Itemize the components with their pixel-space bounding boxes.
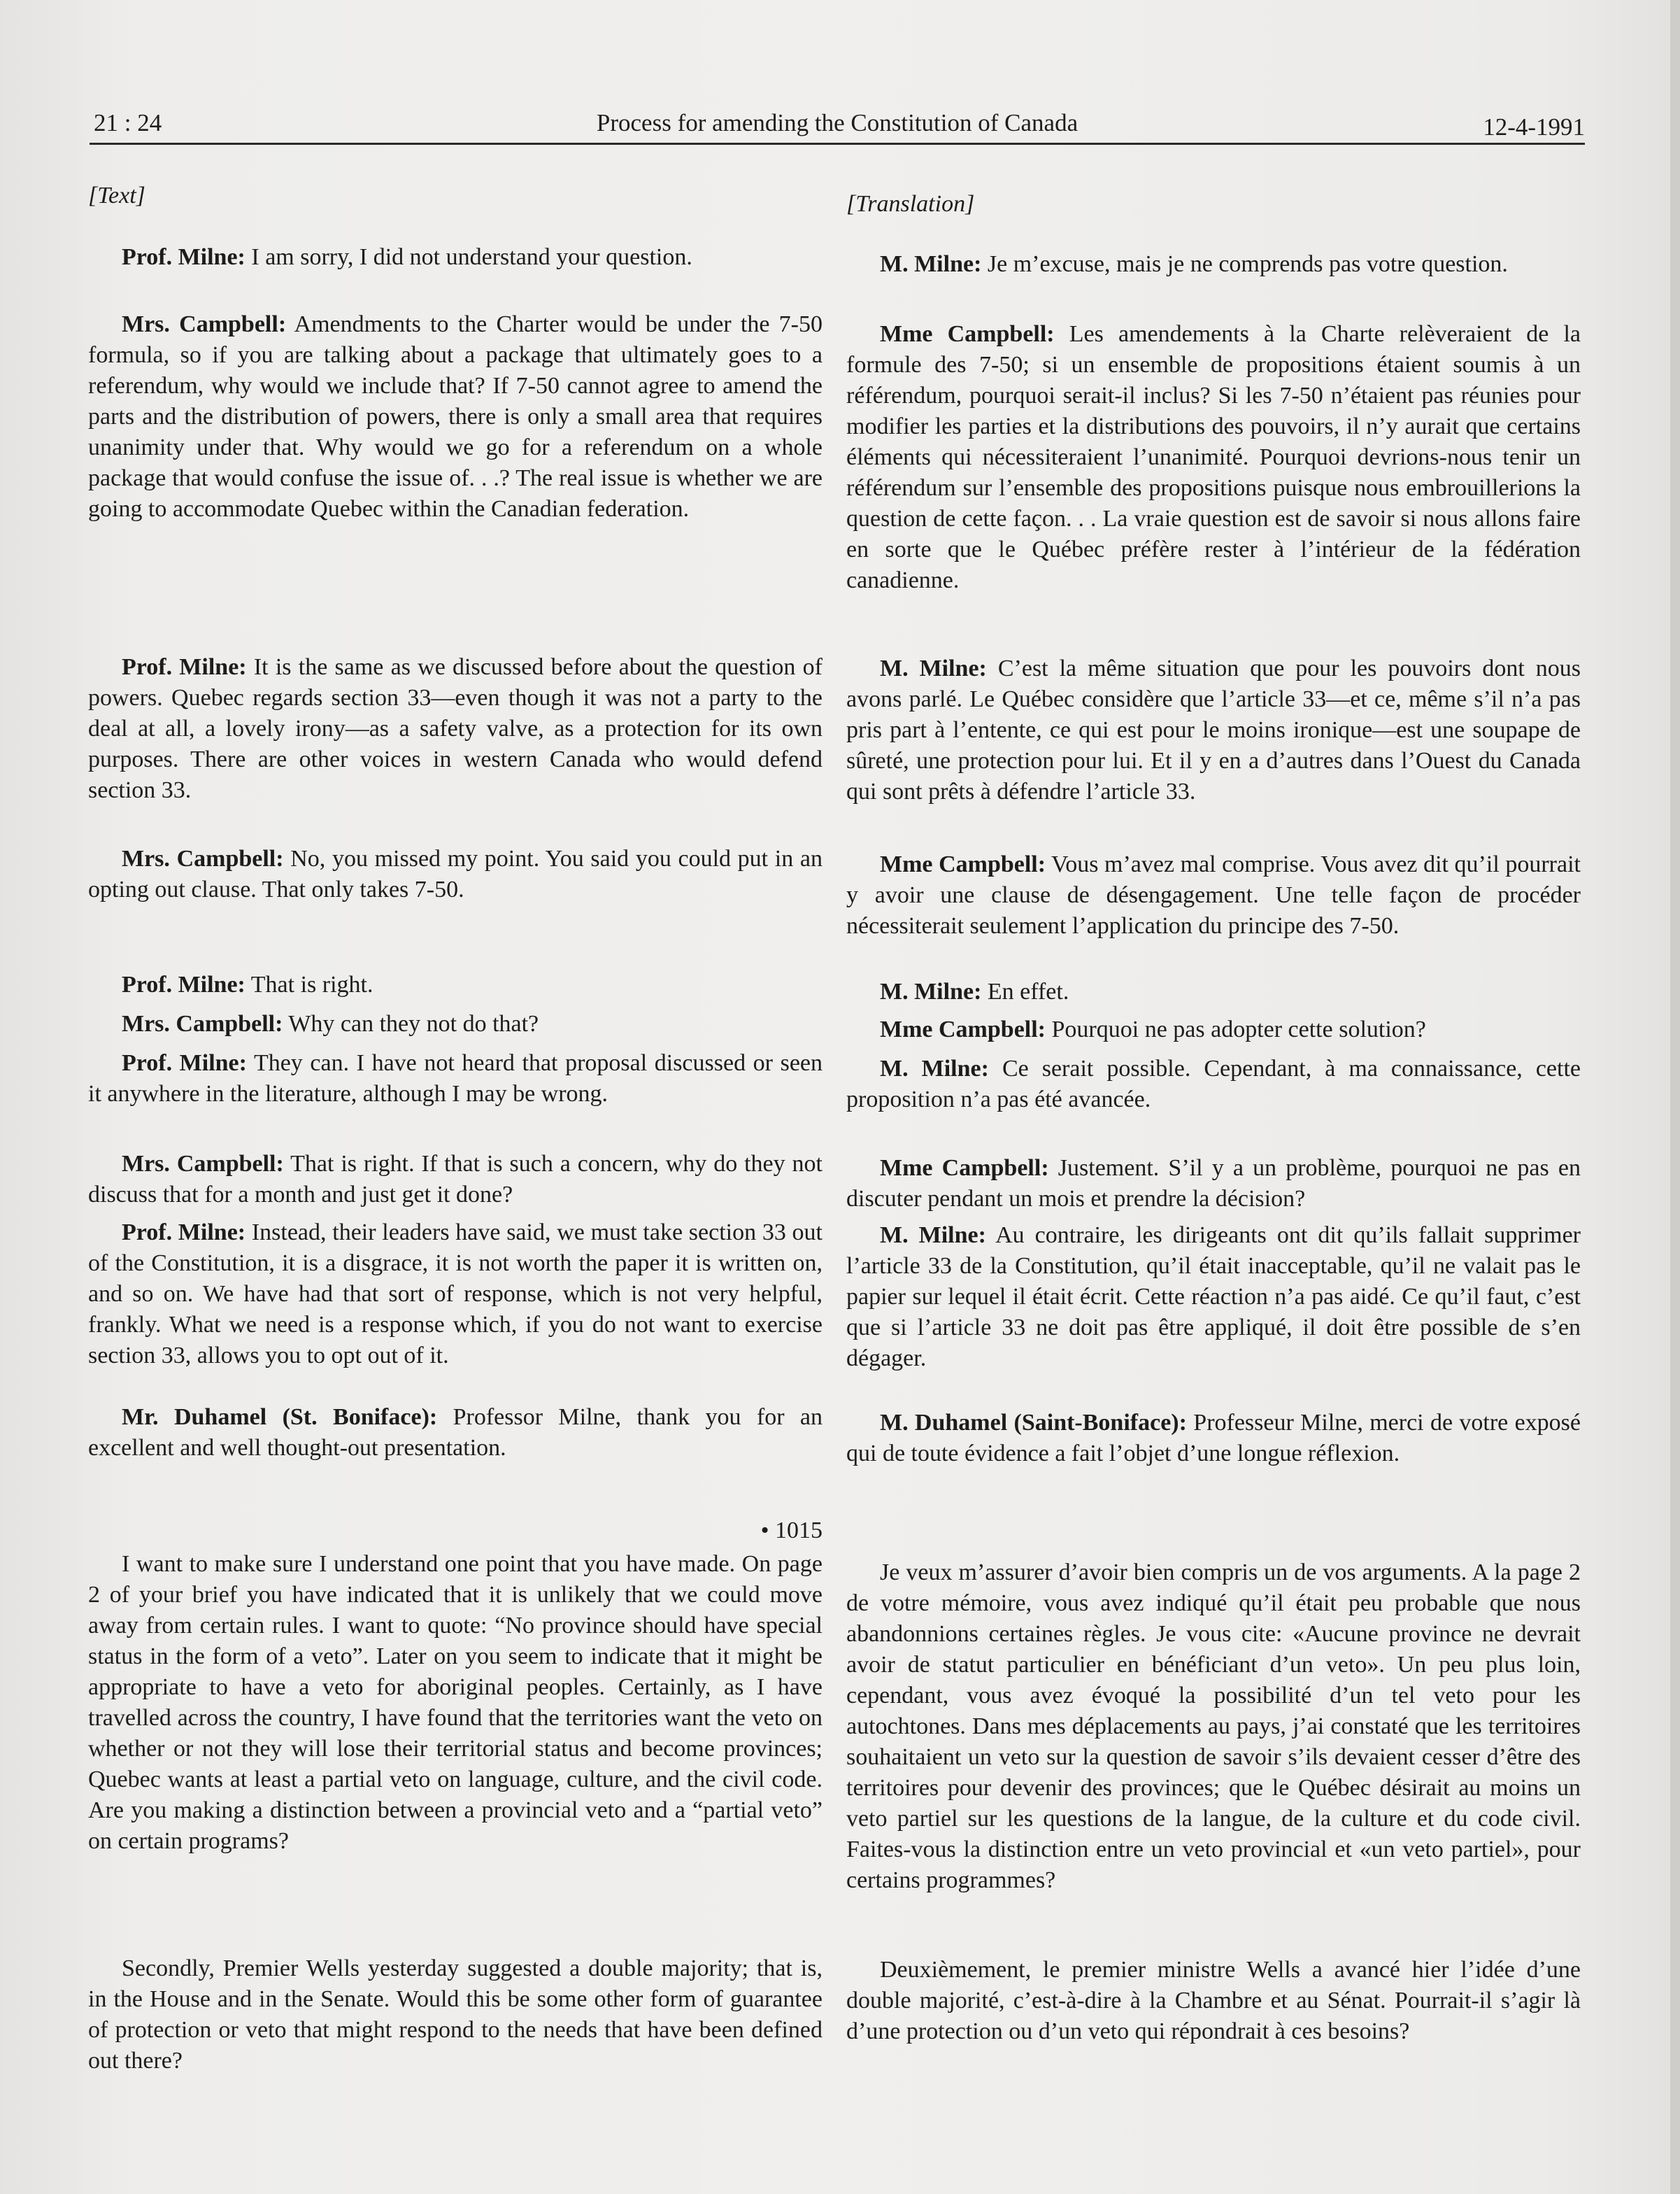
speech-text: Why can they not do that?	[283, 1011, 539, 1037]
speech-paragraph	[88, 652, 823, 806]
speech-text: Pourquoi ne pas adopter cette solution?	[1046, 1017, 1426, 1042]
speech-paragraph	[846, 849, 1581, 942]
speech-text: I want to make sure I understand one point that you have made. On page 2 of your brief you have indicated that it is unlikely that we could move away from certain rules. I want to quote: “No province should have special status in the form of a veto”. Later on you seem to indicate that it might be appropriate to have a veto for aboriginal peoples. Certainly, as I have travelled across the country, I have found that the territories want the veto on whether or not they will lose their territorial status and become provinces; Quebec wants at least a partial veto on language, culture, and the civil code. Are you making a distinction between a provincial veto and a “partial veto” on certain programs?	[88, 1551, 823, 1854]
speech-text: Je veux m’assurer d’avoir bien compris un de vos arguments. A la page 2 de votre mémoire, vous avez indiqué qu’il était peu probable que nous abandonnions certaines règles. Je vous cite: «Aucune province ne devrait avoir de statut particulier en bénéficiant d’un veto». Un peu plus loin, cependant, vous avez évoqué la possibilité d’un tel veto pour les autochtones. Dans mes déplacements au pays, j’ai constaté que les territoires souhaitaient un veto sur la question de savoir s’ils devaient cesser d’être des territoires pour devenir des provinces; que le Québec désirait au moins un veto partiel sur les questions de la langue, de la culture et du code civil. Faites-vous la distinction entre un veto provincial et «un veto partiel», pour certains programmes?	[846, 1559, 1581, 1893]
speech-text: Professor Milne, thank you for an excellent and well thought-out presentation.	[88, 1404, 823, 1461]
speech-text: Je m’excuse, mais je ne comprends pas votre question.	[981, 251, 1508, 277]
running-header	[90, 104, 1585, 145]
speaker-name: Mrs. Campbell:	[122, 846, 284, 872]
speaker-name: Mme Campbell:	[880, 851, 1046, 877]
speaker-name: M. Milne:	[880, 1222, 986, 1248]
column-label: [Translation]	[846, 191, 975, 217]
speech-paragraph	[88, 1953, 823, 2076]
speech-paragraph	[846, 1220, 1581, 1374]
speaker-name: Mme Campbell:	[880, 1155, 1049, 1181]
speech-text: Deuxièmement, le premier ministre Wells a avancé hier l’idée d’une double majorité, c’est-à-dire à la Chambre et au Sénat. Pourrait-il s’agir là d’une protection ou d’un veto qui répondrait à ces besoins?	[846, 1957, 1581, 2044]
speech-text: It is the same as we discussed before about the question of powers. Quebec regards section 33—even though it was not a party to the deal at all, a lovely irony—as a safety valve, as a protection for its own purposes. There are other voices in western Canada who would defend section 33.	[88, 654, 823, 803]
speech-paragraph	[88, 844, 823, 905]
speech-text: No, you missed my point. You said you could put in an opting out clause. That only takes 7-50.	[88, 846, 823, 903]
page-number: 21 : 24	[94, 109, 162, 136]
speech-paragraph	[846, 1153, 1581, 1215]
speaker-name: Mr. Duhamel (St. Boniface):	[122, 1404, 438, 1430]
speaker-name: Mrs. Campbell:	[122, 1011, 283, 1037]
speech-paragraph	[88, 1549, 823, 1857]
speaker-name: M. Milne:	[880, 251, 982, 277]
speaker-name: Prof. Milne:	[122, 1050, 247, 1076]
speaker-name: M. Milne:	[880, 1056, 989, 1082]
speech-paragraph	[846, 249, 1581, 280]
speech-paragraph	[846, 1955, 1581, 2047]
speaker-name: Prof. Milne:	[122, 1219, 246, 1245]
header-title: Process for amending the Constitution of Canada	[596, 109, 1079, 136]
speech-text: Ce serait possible. Cependant, à ma connaissance, cette proposition n’a pas été avancée.	[846, 1056, 1581, 1112]
speech-paragraph	[88, 970, 823, 1000]
speech-text: I am sorry, I did not understand your question.	[245, 244, 692, 270]
speech-paragraph	[846, 319, 1581, 596]
speaker-name: Prof. Milne:	[122, 972, 245, 998]
speech-text: Au contraire, les dirigeants ont dit qu’ils fallait supprimer l’article 33 de la Constitution, qu’il était inacceptable, qu’il ne valait pas le papier sur lequel il était écrit. Cette réaction n’a pas aidé. Ce qu’il faut, c’est que si l’article 33 ne doit pas être appliqué, il doit être possible de s’en dégager.	[846, 1222, 1581, 1371]
header-date: 12-4-1991	[1483, 113, 1585, 141]
speech-text: That is right. If that is such a concern, why do they not discuss that for a month and just get it done?	[88, 1151, 823, 1208]
speaker-name: Prof. Milne:	[122, 654, 247, 680]
speaker-name: Mrs. Campbell:	[122, 1151, 284, 1177]
speech-text: Secondly, Premier Wells yesterday suggested a double majority; that is, in the House and in the Senate. Would this be some other form of guarantee of protection or veto that might respond to the needs that have been defined out there?	[88, 1955, 823, 2074]
speaker-name: M. Milne:	[880, 979, 982, 1005]
speech-paragraph	[88, 1048, 823, 1110]
speech-text: Instead, their leaders have said, we must take section 33 out of the Constitution, it is a disgrace, it is not worth the paper it is written on, and so on. We have had that sort of response, which is not very helpful, frankly. What we need is a response which, if you do not want to exercise section 33, allows you to opt out of it.	[88, 1219, 823, 1368]
speech-paragraph	[846, 977, 1581, 1007]
speech-text: En effet.	[981, 979, 1069, 1005]
speech-paragraph	[88, 1149, 823, 1210]
speech-paragraph	[846, 653, 1581, 807]
speaker-name: M. Duhamel (Saint-Boniface):	[880, 1410, 1187, 1436]
time-marker: • 1015	[760, 1517, 823, 1543]
speech-text: Justement. S’il y a un problème, pourquoi ne pas en discuter pendant un mois et prendre la décision?	[846, 1155, 1581, 1212]
speech-text: Les amendements à la Charte relèveraient de la formule des 7-50; si un ensemble de propositions étaient soumis à un référendum, pourquoi serait-il inclus? Si les 7-50 n’étaient pas réunies pour modifier les parties et la distributions des pouvoirs, il n’y aurait que certains éléments qui nécessiteraient l’unanimité. Pourquoi devrions-nous tenir un référendum sur l’ensemble des propositions puisque nous embrouillerions la question de cette façon. . . La vraie question est de savoir si nous allons faire en sorte que le Québec préfère rester à l’intérieur de la fédération canadienne.	[846, 321, 1581, 593]
speaker-name: Prof. Milne:	[122, 244, 245, 270]
speech-paragraph	[88, 242, 823, 273]
column-label: [Text]	[88, 183, 145, 208]
speaker-name: Mme Campbell:	[880, 321, 1055, 347]
speech-paragraph	[846, 1054, 1581, 1115]
speech-paragraph	[846, 1014, 1581, 1045]
speech-text: Professeur Milne, merci de votre exposé qui de toute évidence a fait l’objet d’une longue réflexion.	[846, 1410, 1581, 1466]
speech-paragraph	[88, 1402, 823, 1464]
speech-text: Amendments to the Charter would be under the 7-50 formula, so if you are talking about a package that ultimately goes to a referendum, why would we include that? If 7-50 cannot agree to amend the parts and the distribution of powers, there is only a small area that requires unanimity under that. Why would we go for a referendum on a whole package that would confuse the issue of. . .? The real issue is whether we are going to accommodate Quebec within the Canadian federation.	[88, 311, 823, 522]
speech-text: Vous m’avez mal comprise. Vous avez dit qu’il pourrait y avoir une clause de désengagement. Une telle façon de procéder nécessiterait seulement l’application du principe des 7-50.	[846, 851, 1581, 939]
page-edge	[1670, 0, 1680, 2194]
speech-text: That is right.	[245, 972, 373, 998]
speech-text: C’est la même situation que pour les pouvoirs dont nous avons parlé. Le Québec considère que l’article 33—et ce, même s’il n’a pas pris part à l’entente, ce qui est pour le moins ironique—est une soupape de sûreté, une protection pour lui. Et il y en a d’autres dans l’Ouest du Canada qui sont prêts à défendre l’article 33.	[846, 656, 1581, 805]
speech-paragraph	[88, 309, 823, 525]
speaker-name: Mrs. Campbell:	[122, 311, 287, 337]
speech-paragraph	[88, 1009, 823, 1040]
speaker-name: Mme Campbell:	[880, 1017, 1046, 1042]
speech-paragraph	[846, 1408, 1581, 1469]
speech-paragraph	[88, 1217, 823, 1371]
speaker-name: M. Milne:	[880, 656, 987, 681]
speech-text: They can. I have not heard that proposal discussed or seen it anywhere in the literature, although I may be wrong.	[88, 1050, 823, 1107]
speech-paragraph	[846, 1557, 1581, 1896]
